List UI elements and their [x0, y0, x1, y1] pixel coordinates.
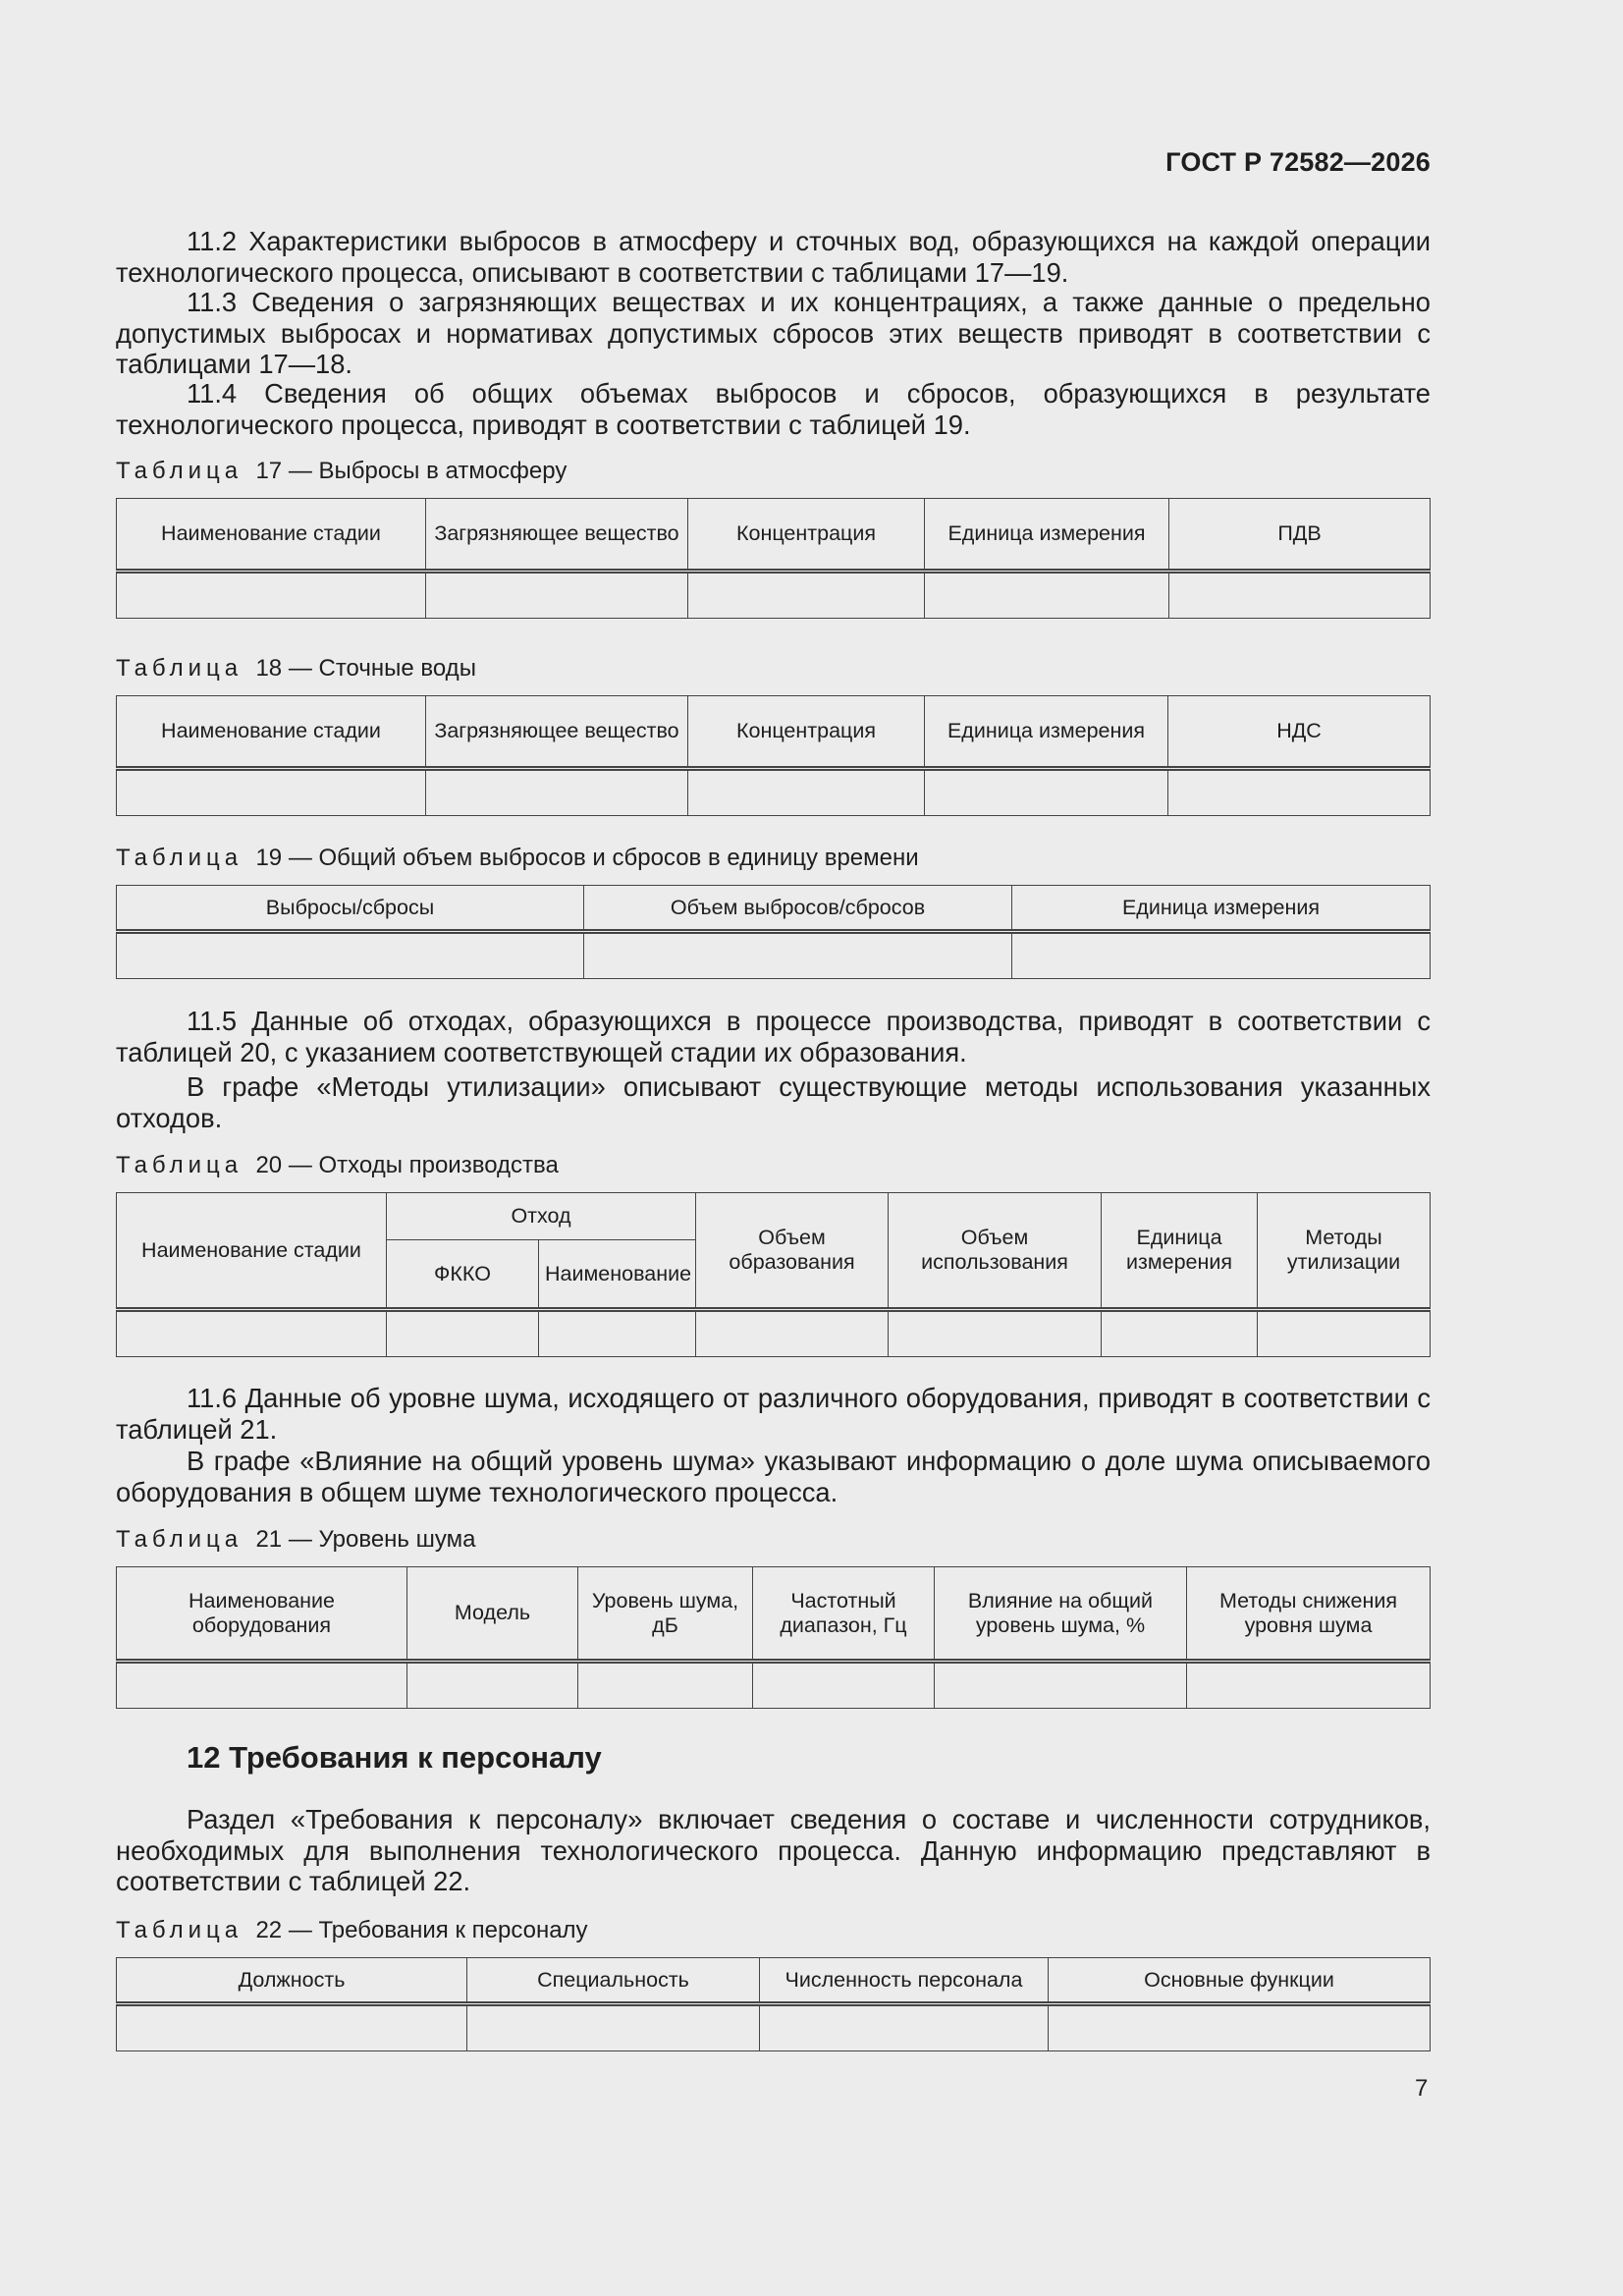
table-header-cell: Влияние на общий уровень шума, %: [935, 1567, 1187, 1662]
paragraph-11-6: 11.6 Данные об уровне шума, исходящего от различного оборудования, приводят в соответствии с таблицей 21.: [116, 1383, 1431, 1445]
table-cell: [688, 769, 925, 816]
table-22: [116, 1957, 1431, 2051]
table-cell: [426, 769, 688, 816]
table-cell: [925, 572, 1169, 619]
table-cell: [925, 769, 1168, 816]
table-label: Таблица: [116, 1526, 243, 1553]
section-12-heading: 12 Требования к персоналу: [187, 1740, 602, 1775]
table-21-caption: [116, 1525, 475, 1555]
table-21-title: 21 — Уровень шума: [255, 1526, 476, 1553]
table-17-caption: [116, 457, 567, 486]
table-19-caption: [116, 844, 919, 873]
table-header-cell: Концентрация: [688, 696, 925, 769]
table-17-title: 17 — Выбросы в атмосферу: [255, 458, 568, 484]
paragraph-11-6-influence: В графе «Влияние на общий уровень шума» указывают информацию о доле шума описываемого оборудования в общем шуме технологического процесса.: [116, 1446, 1431, 1507]
table-19-title: 19 — Общий объем выбросов и сбросов в единицу времени: [255, 845, 919, 871]
table-header-cell: ФККО: [387, 1240, 539, 1310]
table-header-cell: Объем образования: [696, 1193, 889, 1310]
table-cell: [117, 2004, 467, 2051]
table-cell: [426, 572, 688, 619]
paragraph-12: Раздел «Требования к персоналу» включает сведения о составе и численности сотрудников, необходимых для выполнения технологического процесса. Данную информацию представляют в соответствии с таблицей 22.: [116, 1804, 1431, 1896]
table-20-caption: [116, 1151, 559, 1180]
table-header-cell: Объем выбросов/сбросов: [584, 886, 1012, 932]
table-cell: [889, 1310, 1102, 1357]
page-number: 7: [1415, 2075, 1429, 2102]
table-header-cell: Выбросы/сбросы: [117, 886, 584, 932]
paragraph-11-5: 11.5 Данные об отходах, образующихся в процессе производства, приводят в соответствии с таблицей 20, с указанием соответствующей стадии их образования.: [116, 1006, 1431, 1067]
table-header-cell: ПДВ: [1169, 499, 1431, 572]
table-cell: [1102, 1310, 1258, 1357]
table-18-title: 18 — Сточные воды: [255, 655, 476, 682]
table-header-cell: Концентрация: [688, 499, 925, 572]
table-cell: [539, 1310, 696, 1357]
table-cell: [117, 1662, 407, 1709]
table-header-cell: Загрязняющее вещество: [426, 696, 688, 769]
table-label: Таблица: [116, 458, 243, 484]
table-cell: [696, 1310, 889, 1357]
table-cell: [584, 932, 1012, 979]
table-header-cell: Уровень шума, дБ: [578, 1567, 753, 1662]
table-header-cell: Методы снижения уровня шума: [1187, 1567, 1431, 1662]
table-cell: [1169, 572, 1431, 619]
table-header-cell: Единица измерения: [925, 696, 1168, 769]
table-header-cell: Должность: [117, 1958, 467, 2004]
table-label: Таблица: [116, 655, 243, 682]
table-header-cell: Единица измерения: [1012, 886, 1431, 932]
table-header-cell: Наименование: [539, 1240, 696, 1310]
table-header-cell: НДС: [1168, 696, 1431, 769]
table-header-cell: Наименование стадии: [117, 696, 426, 769]
table-cell: [117, 1310, 387, 1357]
table-cell: [117, 572, 426, 619]
table-header-cell: Численность персонала: [760, 1958, 1049, 2004]
paragraph-11-2: 11.2 Характеристики выбросов в атмосферу и сточных вод, образующихся на каждой операции технологического процесса, описывают в соответствии с таблицами 17—19.: [116, 226, 1431, 288]
table-header-cell: Наименование стадии: [117, 499, 426, 572]
table-header-cell: Наименование стадии: [117, 1193, 387, 1310]
table-header-cell: Основные функции: [1049, 1958, 1431, 2004]
paragraph-11-3: 11.3 Сведения о загрязняющих веществах и их концентрациях, а также данные о предельно допустимых выбросах и нормативах допустимых сбросов этих веществ приводят в соответствии с таблицами 17—18.: [116, 287, 1431, 379]
document-id: ГОСТ Р 72582—2026: [1165, 147, 1431, 177]
table-cell: [935, 1662, 1187, 1709]
paragraph-11-5-methods: В графе «Методы утилизации» описывают существующие методы использования указанных отходов.: [116, 1071, 1431, 1133]
table-cell: [1049, 2004, 1431, 2051]
table-cell: [1258, 1310, 1431, 1357]
table-cell: [760, 2004, 1049, 2051]
table-label: Таблица: [116, 1152, 243, 1178]
table-cell: [578, 1662, 753, 1709]
table-22-title: 22 — Требования к персоналу: [255, 1917, 588, 1943]
table-cell: [1012, 932, 1431, 979]
table-header-cell: Отход: [387, 1193, 696, 1240]
table-cell: [1168, 769, 1431, 816]
table-label: Таблица: [116, 845, 243, 871]
table-cell: [467, 2004, 760, 2051]
table-17: [116, 498, 1431, 619]
table-header-cell: Единица измерения: [1102, 1193, 1258, 1310]
table-cell: [688, 572, 925, 619]
table-header-cell: Частотный диапазон, Гц: [753, 1567, 935, 1662]
table-header-cell: Специальность: [467, 1958, 760, 2004]
table-cell: [387, 1310, 539, 1357]
table-header-cell: Единица измерения: [925, 499, 1169, 572]
table-22-caption: [116, 1916, 588, 1945]
table-cell: [753, 1662, 935, 1709]
table-cell: [117, 932, 584, 979]
table-label: Таблица: [116, 1917, 243, 1943]
table-header-cell: Загрязняющее вещество: [426, 499, 688, 572]
paragraph-11-4: 11.4 Сведения об общих объемах выбросов и сбросов, образующихся в результате технологического процесса, приводят в соответствии с таблицей 19.: [116, 378, 1431, 440]
table-19: [116, 885, 1431, 979]
table-header-cell: Модель: [407, 1567, 578, 1662]
table-18-caption: [116, 654, 476, 683]
table-cell: [117, 769, 426, 816]
table-20-title: 20 — Отходы производства: [255, 1152, 559, 1178]
table-21: [116, 1566, 1431, 1709]
table-cell: [1187, 1662, 1431, 1709]
table-header-cell: Наименование оборудования: [117, 1567, 407, 1662]
table-18: [116, 695, 1431, 816]
table-20: [116, 1192, 1431, 1357]
table-header-cell: Объем использования: [889, 1193, 1102, 1310]
table-header-cell: Методы утилизации: [1258, 1193, 1431, 1310]
table-cell: [407, 1662, 578, 1709]
